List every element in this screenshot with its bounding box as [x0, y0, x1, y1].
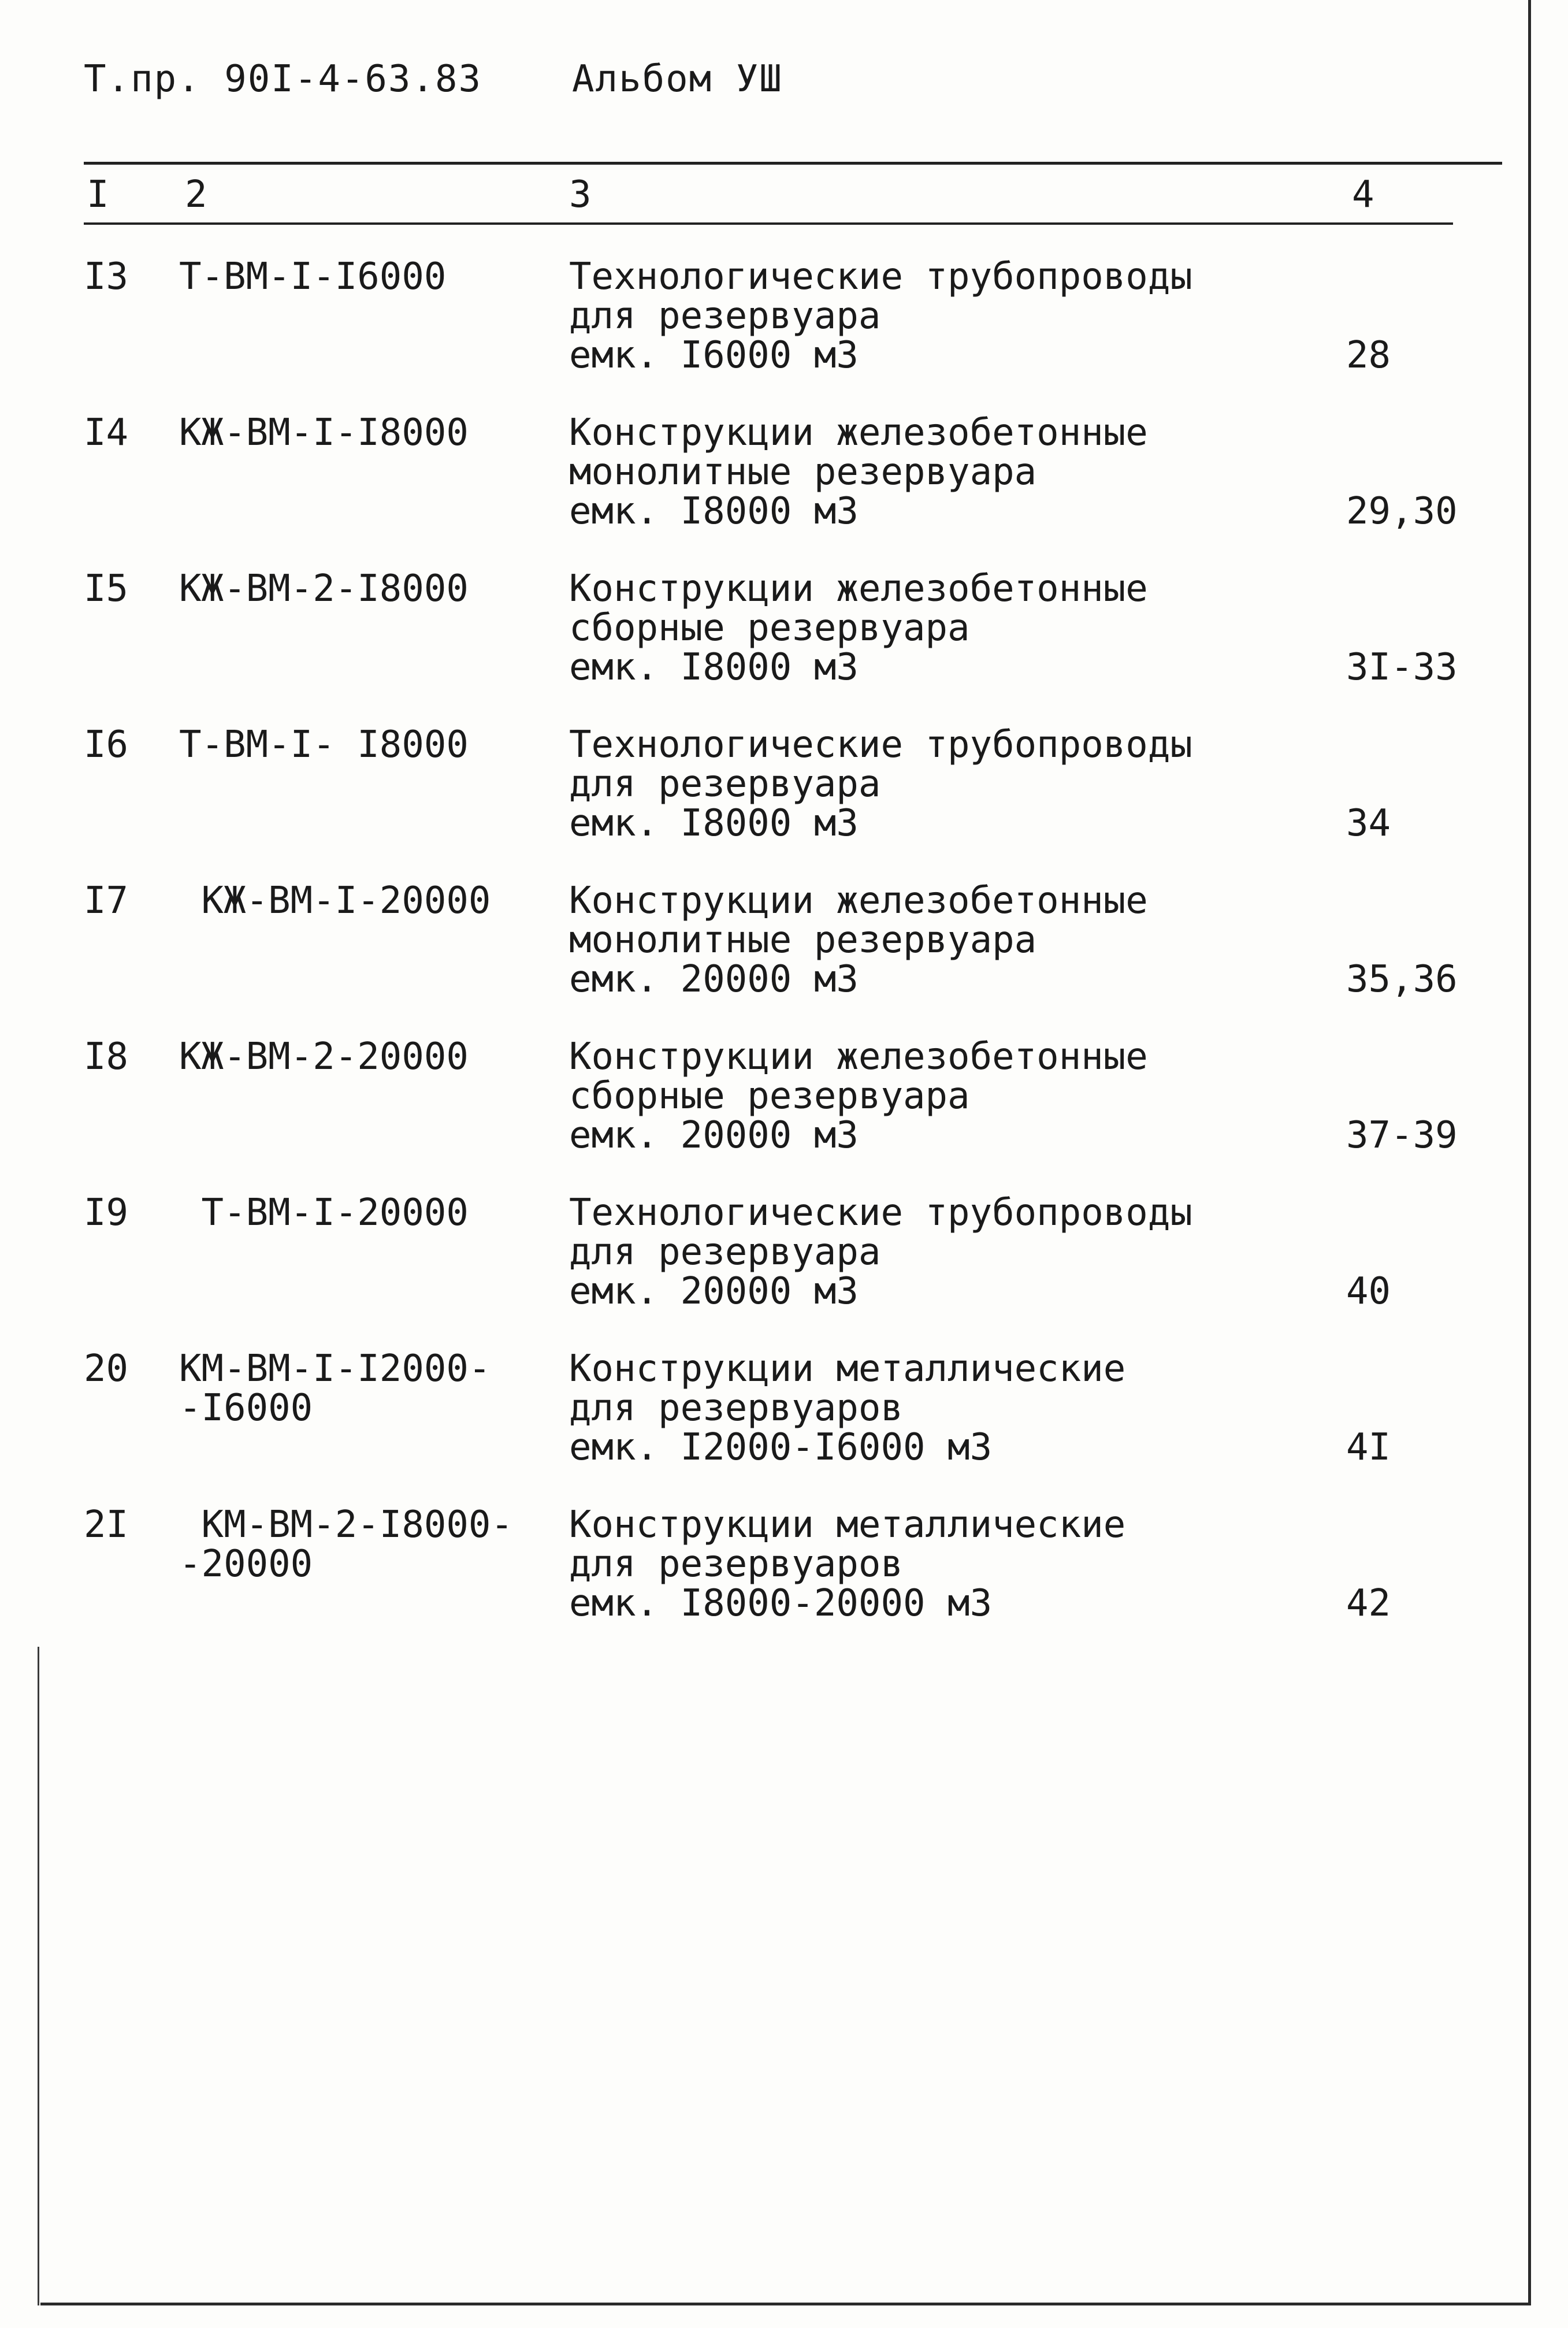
table-row	[0, 881, 1568, 1037]
description	[569, 257, 1192, 375]
row-number: I3	[84, 255, 129, 298]
sheet-numbers: 29,30	[1346, 490, 1458, 533]
description-line: для резервуаров	[569, 1387, 903, 1430]
drawing-code	[179, 1505, 513, 1584]
description	[569, 569, 1148, 687]
description-line: Конструкции железобетонные	[569, 1035, 1148, 1078]
description	[569, 1505, 1125, 1623]
drawing-code-line: -I6000	[179, 1387, 313, 1430]
drawing-code-line: Т-ВМ-I-I6000	[179, 255, 447, 298]
drawing-code	[179, 1193, 469, 1232]
drawing-code	[179, 1349, 491, 1428]
column-number-2: 2	[185, 173, 207, 216]
description-line: для резервуара	[569, 1231, 881, 1273]
description-line: Технологические трубопроводы	[569, 255, 1192, 298]
description-line: Конструкции железобетонные	[569, 411, 1148, 454]
sheet-numbers: 35,36	[1346, 958, 1458, 1001]
drawing-code	[179, 881, 491, 920]
table-row	[0, 1037, 1568, 1193]
description-line: монолитные резервуара	[569, 919, 1037, 961]
sheet-numbers: 40	[1346, 1270, 1391, 1313]
drawing-code-line: КМ-ВМ-2-I8000-	[179, 1503, 513, 1546]
table-row	[0, 413, 1568, 569]
sheet-numbers: 4I	[1346, 1426, 1391, 1469]
description-line: Конструкции металлические	[569, 1503, 1126, 1546]
row-number: I9	[84, 1191, 129, 1234]
drawing-code	[179, 569, 469, 608]
drawing-code-line: -20000	[179, 1543, 313, 1586]
description-line: Конструкции железобетонные	[569, 879, 1148, 922]
drawing-code	[179, 725, 469, 764]
row-number: I4	[84, 411, 129, 454]
drawing-code-line: КМ-ВМ-I-I2000-	[179, 1347, 491, 1390]
table-row	[0, 725, 1568, 881]
description-line: емк. I8000 м3	[569, 802, 859, 845]
row-number: I5	[84, 567, 129, 610]
description-line: емк. I8000 м3	[569, 646, 859, 689]
description-line: емк. I8000-20000 м3	[569, 1582, 993, 1625]
description-line: емк. I8000 м3	[569, 490, 859, 533]
description	[569, 1193, 1192, 1311]
description-line: Технологические трубопроводы	[569, 723, 1192, 766]
row-number: I6	[84, 723, 129, 766]
description-line: Технологические трубопроводы	[569, 1191, 1192, 1234]
page-header	[84, 58, 783, 101]
description-line: емк. 20000 м3	[569, 1114, 859, 1157]
description	[569, 725, 1192, 843]
sheet-numbers: 42	[1346, 1582, 1391, 1625]
row-number: I8	[84, 1035, 129, 1078]
album-label: Альбом УШ	[572, 58, 783, 101]
table-row	[0, 1349, 1568, 1505]
sheet-numbers: 37-39	[1346, 1114, 1458, 1157]
sheet-numbers: 34	[1346, 802, 1391, 845]
description-line: сборные резервуара	[569, 607, 970, 649]
drawing-code-line: КЖ-ВМ-I-I8000	[179, 411, 469, 454]
column-number-4: 4	[1352, 173, 1374, 216]
description-line: для резервуара	[569, 295, 881, 337]
table-row	[0, 1505, 1568, 1661]
column-number-1: I	[87, 173, 109, 216]
frame-bottom-border	[40, 2303, 1531, 2305]
description-line: Конструкции металлические	[569, 1347, 1126, 1390]
row-number: 20	[84, 1347, 129, 1390]
drawing-code	[179, 257, 446, 296]
description	[569, 413, 1148, 531]
table-row	[0, 257, 1568, 413]
row-number: 2I	[84, 1503, 129, 1546]
description-line: емк. 20000 м3	[569, 958, 859, 1001]
drawing-code-line: КЖ-ВМ-2-20000	[179, 1035, 469, 1078]
description-line: для резервуара	[569, 763, 881, 805]
drawing-code-line: Т-ВМ-I- I8000	[179, 723, 469, 766]
description	[569, 1037, 1148, 1155]
frame-left-border	[38, 1647, 39, 2305]
description	[569, 881, 1148, 999]
sheet-numbers: 3I-33	[1346, 646, 1458, 689]
description-line: Конструкции железобетонные	[569, 567, 1148, 610]
doc-reference: Т.пр. 90I-4-63.83	[84, 58, 482, 101]
description-line: для резервуаров	[569, 1543, 903, 1586]
drawing-code	[179, 1037, 469, 1076]
description-line: монолитные резервуара	[569, 451, 1037, 493]
drawing-code-line: КЖ-ВМ-2-I8000	[179, 567, 469, 610]
drawing-code	[179, 413, 469, 452]
description-line: емк. 20000 м3	[569, 1270, 859, 1313]
table-row	[0, 1193, 1568, 1349]
description-line: сборные резервуара	[569, 1075, 970, 1117]
row-number: I7	[84, 879, 129, 922]
header-rule	[84, 162, 1502, 165]
drawing-code-line: Т-ВМ-I-20000	[179, 1191, 469, 1234]
drawing-code-line: КЖ-ВМ-I-20000	[179, 879, 491, 922]
description	[569, 1349, 1125, 1467]
column-number-3: 3	[569, 173, 592, 216]
description-line: емк. I6000 м3	[569, 334, 859, 377]
column-header-rule	[84, 222, 1453, 225]
table-row	[0, 569, 1568, 725]
sheet-numbers: 28	[1346, 334, 1391, 377]
description-line: емк. I2000-I6000 м3	[569, 1426, 993, 1469]
